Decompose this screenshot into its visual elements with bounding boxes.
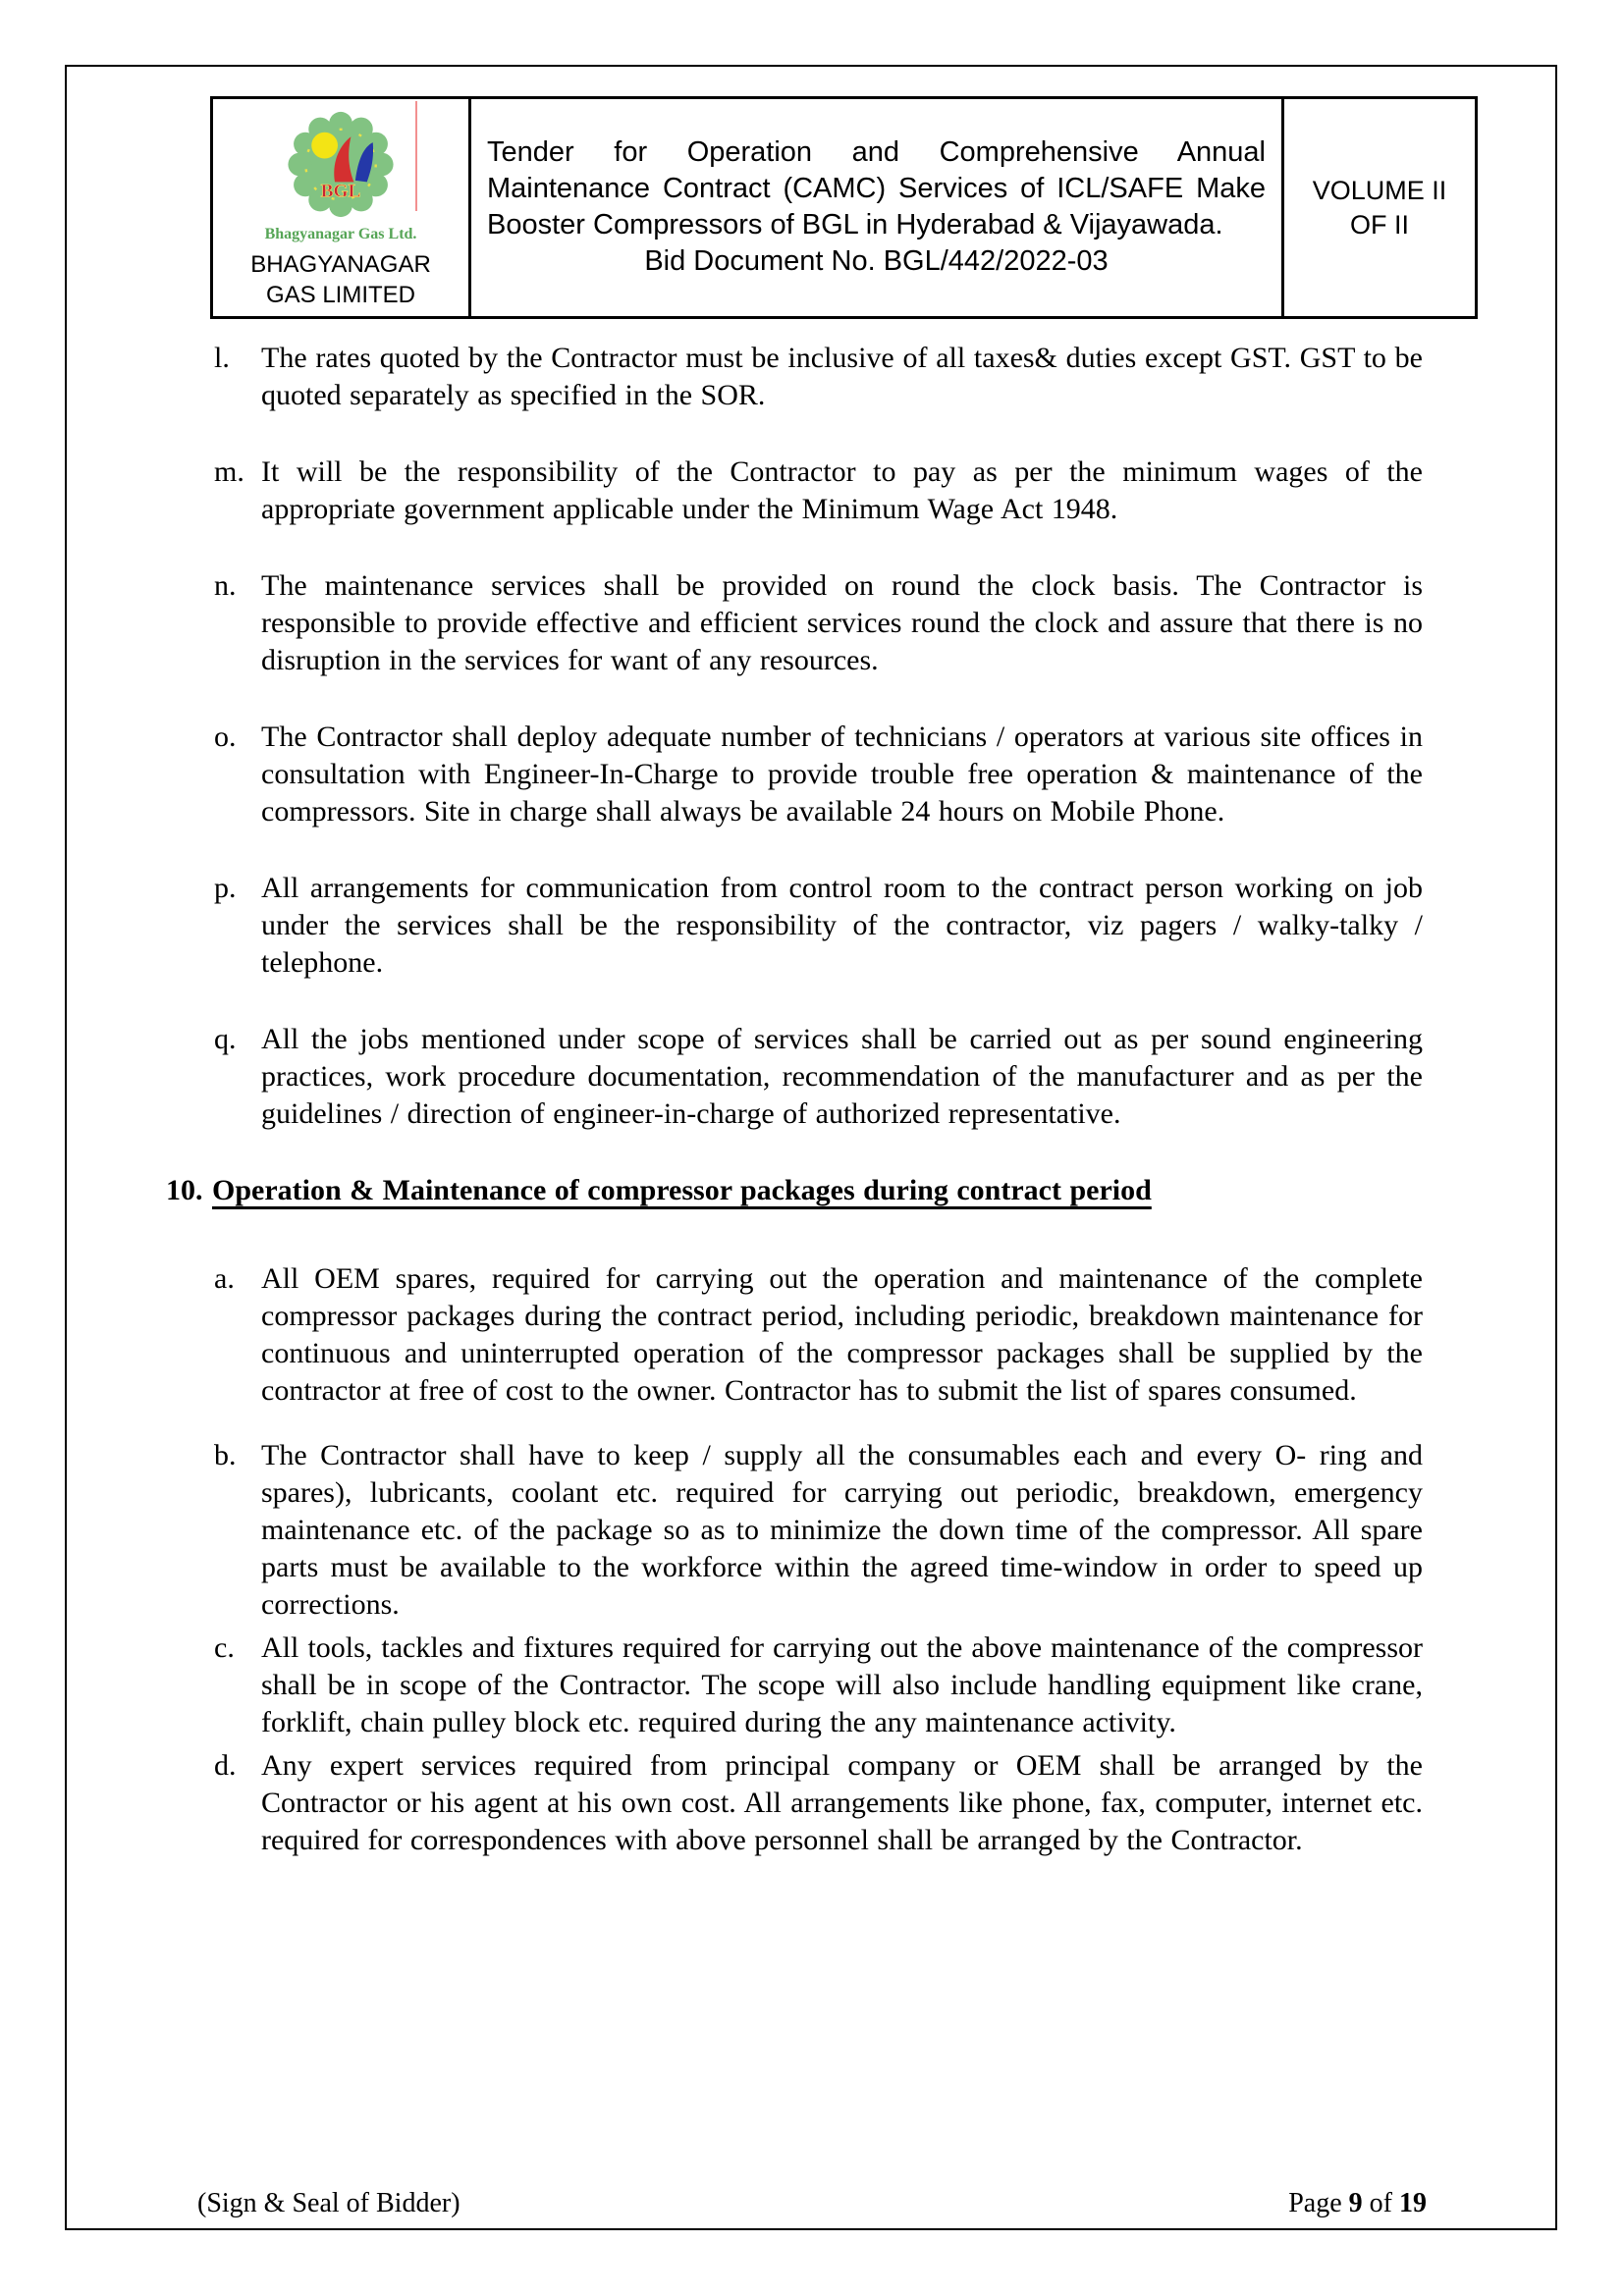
section-10-heading [166,1172,1423,1209]
title-cell [470,98,1283,318]
clause-marker: l. [214,342,230,374]
clause-text: The Contractor shall have to keep / supply all the consumables each and every O- ring and spares), lubricants, coolant etc. required for carrying out periodic, breakdown, emergency maintenance etc. of the package so as to minimize the down time of the compressor. All spare parts must be available to the workforce within the agreed time-window in order to speed up corrections. [261,1439,1423,1621]
clause-text: All tools, tackles and fixtures required for carrying out the above maintenance of the compressor shall be in scope of the Contractor. The scope will also include handling equipment like crane, forklift, chain pulley block etc. required during the any maintenance activity. [261,1631,1423,1738]
clause-text: Any expert services required from principal company or OEM shall be arranged by the Contractor or his agent at his own cost. All arrangements like phone, fax, computer, internet etc. required for correspondences with above personnel shall be arranged by the Contractor. [261,1749,1423,1856]
clause-text: All the jobs mentioned under scope of services shall be carried out as per sound engineering practices, work procedure documentation, recommendation of the manufacturer and as per the guidelines / direction of engineer-in-charge of authorized representative. [261,1023,1423,1130]
clause-marker: m. [214,455,244,488]
bid-document-number: Bid Document No. BGL/442/2022-03 [644,244,1109,277]
logo-red-edge-line [415,101,417,211]
clause-c [212,1629,1423,1741]
clause-q [212,1021,1423,1133]
clause-text: The Contractor shall deploy adequate number of technicians / operators at various site offices in consultation with Engineer-In-Charge to provide trouble free operation & maintenance of the compressors. Site in charge shall always be available 24 hours on Mobile Phone. [261,721,1423,828]
clause-marker: a. [214,1262,235,1295]
clause-marker: o. [214,721,237,753]
emblem-acronym-label: BGL [320,181,361,202]
page-border-frame [65,65,1557,2230]
header-table [210,96,1478,319]
clause-n [212,567,1423,679]
clause-marker: n. [214,569,237,602]
page-footer [197,2187,1427,2220]
clause-b [212,1437,1423,1624]
clause-text: The maintenance services shall be provided on round the clock basis. The Contractor is responsible to provide effective and efficient services round the clock and assure that there is no disruption in the services for want of any resources. [261,569,1423,676]
total-pages: 19 [1399,2188,1427,2218]
clause-m [212,454,1423,528]
clause-marker: c. [214,1631,235,1664]
section-title: Operation & Maintenance of compressor packages during contract period [212,1174,1152,1206]
clause-o [212,719,1423,830]
volume-cell [1283,98,1477,318]
clause-marker: q. [214,1023,237,1055]
company-name: BHAGYANAGAR GAS LIMITED [250,251,431,308]
volume-label-line1: VOLUME II [1312,175,1447,205]
clause-text: All OEM spares, required for carrying out the operation and maintenance of the complete compressor packages during the contract period, including periodic, breakdown maintenance for continuous and uninterrupted operation of the compressor packages shall be supplied by the contractor at free of cost to the owner. Contractor has to submit the list of spares consumed. [261,1262,1423,1407]
section-number: 10. [166,1174,203,1206]
sign-seal-label: (Sign & Seal of Bidder) [197,2188,460,2218]
clause-marker: d. [214,1749,237,1782]
clause-marker: b. [214,1439,237,1471]
clause-marker: p. [214,872,237,904]
page-number: 9 [1348,2188,1363,2218]
clause-text: The rates quoted by the Contractor must be inclusive of all taxes& duties except GST. GST to be quoted separately as specified in the SOR. [261,342,1423,411]
tender-title: Tender for Operation and Comprehensive Annual Maintenance Contract (CAMC) Services of ICL/SAFE Make Booster Compressors of BGL in Hyderabad & Vijayawada. [487,135,1266,240]
volume-label-line2: OF II [1350,209,1409,240]
clause-l [212,340,1423,414]
sun-icon [311,133,338,159]
of-word: of [1369,2188,1392,2218]
clause-text: It will be the responsibility of the Contractor to pay as per the minimum wages of the appropriate government applicable under the Minimum Wage Act 1948. [261,455,1423,525]
clause-a [212,1260,1423,1410]
bgl-emblem-icon [267,103,414,229]
logo-cell [212,98,470,318]
clause-p [212,870,1423,982]
body-text-block [166,340,1423,1865]
page-word: Page [1288,2188,1342,2218]
emblem-caption: Bhagyanagar Gas Ltd. [264,226,417,242]
clause-text: All arrangements for communication from control room to the contract person working on job under the services shall be the responsibility of the contractor, viz pagers / walky-talky / telephone. [261,872,1423,979]
page-indicator [1288,2187,1427,2220]
clause-d [212,1747,1423,1859]
